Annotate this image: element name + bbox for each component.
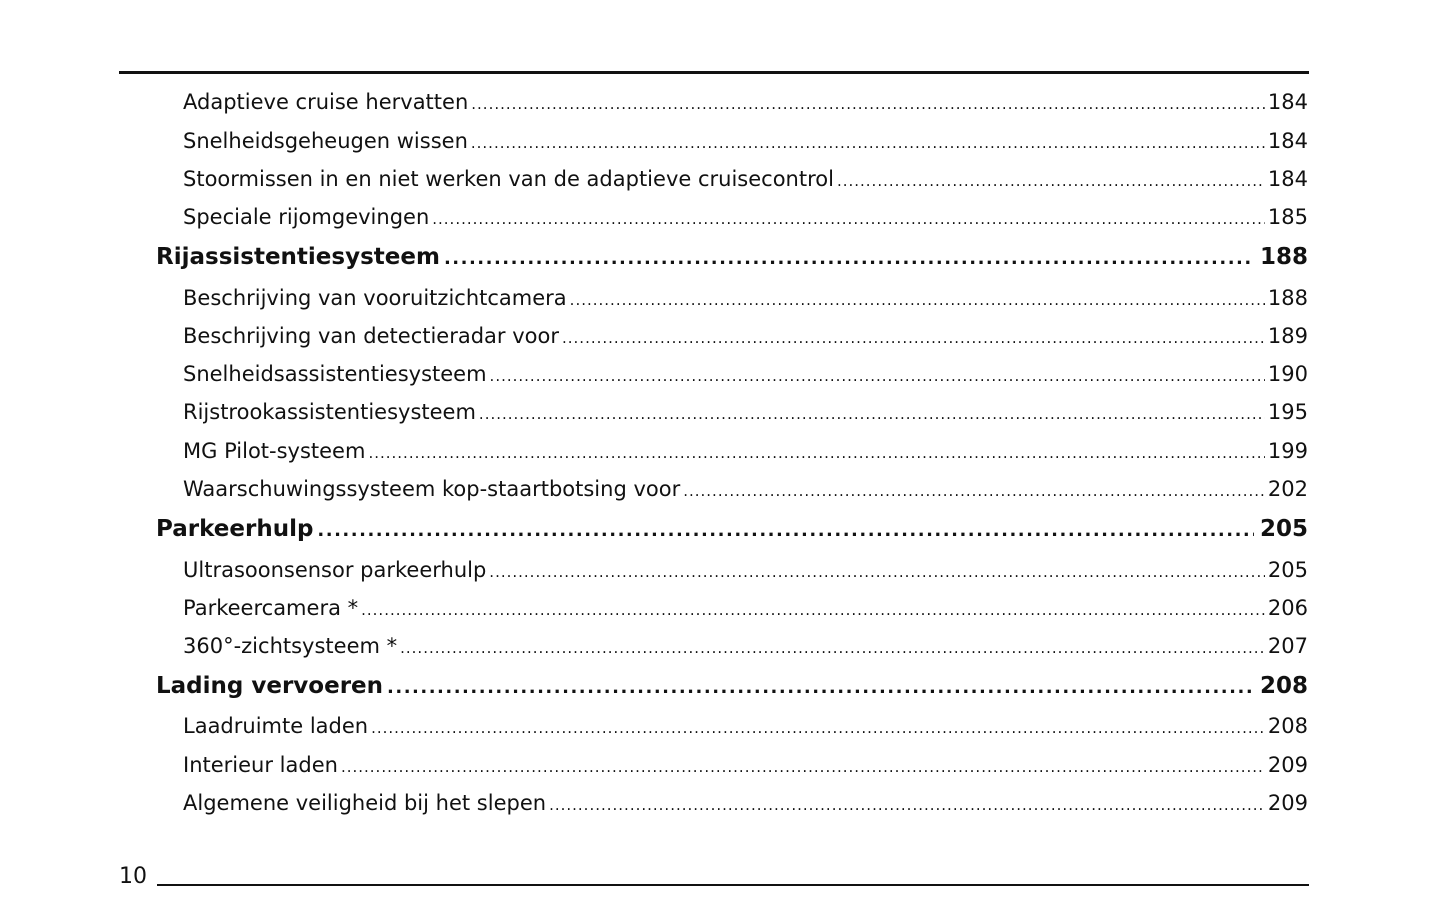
page-number: 10: [119, 864, 147, 889]
toc-section-title: Rijassistentiesysteem: [156, 244, 440, 270]
toc-entry[interactable]: [183, 205, 1308, 235]
toc-entry-page: 184: [1267, 167, 1308, 191]
toc-entry-page: 206: [1267, 596, 1308, 620]
bottom-rule: [157, 884, 1309, 886]
toc-entry-page: 190: [1267, 362, 1308, 386]
toc-entry[interactable]: [183, 596, 1308, 626]
toc-entry-page: 185: [1267, 205, 1308, 229]
toc-entry-title: Waarschuwingssysteem kop-staartbotsing voor: [183, 477, 681, 501]
toc-entry-title: Parkeercamera *: [183, 596, 359, 620]
toc-entry[interactable]: [183, 324, 1308, 354]
toc-entry-title: 360°-zichtsysteem *: [183, 634, 398, 658]
toc-entry[interactable]: [183, 791, 1308, 821]
toc-entry-title: Snelheidsgeheugen wissen: [183, 129, 468, 153]
toc-entry-page: 199: [1267, 439, 1308, 463]
toc-entry-title: Snelheidsassistentiesysteem: [183, 362, 487, 386]
toc-dot-leader: [570, 291, 1265, 309]
toc-entry[interactable]: [183, 167, 1308, 197]
toc-dot-leader: [471, 95, 1265, 113]
toc-entry-title: Ultrasoonsensor parkeerhulp: [183, 558, 487, 582]
toc-entry-page: 189: [1267, 324, 1308, 348]
toc-dot-leader: [549, 796, 1265, 814]
toc-entry[interactable]: [183, 90, 1308, 120]
toc-entry[interactable]: [183, 714, 1308, 744]
toc-dot-leader: [489, 563, 1265, 581]
toc-entry-page: 202: [1267, 477, 1308, 501]
toc-entry[interactable]: [183, 400, 1308, 430]
top-rule: [119, 71, 1309, 74]
toc-entry[interactable]: [183, 286, 1308, 316]
toc-entry[interactable]: [183, 753, 1308, 783]
toc-entry[interactable]: [183, 634, 1308, 664]
toc-dot-leader: [432, 210, 1265, 228]
toc-dot-leader: [444, 248, 1254, 269]
toc-entry-title: Beschrijving van vooruitzichtcamera: [183, 286, 567, 310]
toc-dot-leader: [490, 367, 1265, 385]
toc-entry-title: Stoormissen in en niet werken van de adaptieve cruisecontrol: [183, 167, 834, 191]
toc-section-entry[interactable]: [156, 673, 1308, 705]
toc-section-page: 208: [1259, 673, 1308, 699]
toc-entry-page: 209: [1267, 791, 1308, 815]
toc-entry-title: Laadruimte laden: [183, 714, 369, 738]
toc-dot-leader: [387, 677, 1254, 698]
toc-entry-title: Algemene veiligheid bij het slepen: [183, 791, 547, 815]
toc-entry-title: Interieur laden: [183, 753, 338, 777]
toc-dot-leader: [341, 758, 1265, 776]
toc-entry[interactable]: [183, 558, 1308, 588]
toc-section-page: 205: [1259, 516, 1308, 542]
toc-dot-leader: [371, 719, 1265, 737]
toc-entry-page: 207: [1267, 634, 1308, 658]
toc-entry-title: Beschrijving van detectieradar voor: [183, 324, 559, 348]
toc-section-page: 188: [1259, 244, 1308, 270]
toc-dot-leader: [361, 601, 1265, 619]
toc-entry[interactable]: [183, 129, 1308, 159]
toc-section-entry[interactable]: [156, 244, 1308, 276]
toc-entry-page: 195: [1267, 400, 1308, 424]
toc-entry[interactable]: [183, 477, 1308, 507]
toc-dot-leader: [317, 520, 1254, 541]
toc-entry-page: 184: [1267, 90, 1308, 114]
toc-dot-leader: [562, 329, 1265, 347]
toc-entry[interactable]: [183, 439, 1308, 469]
toc-entry-page: 188: [1267, 286, 1308, 310]
toc-dot-leader: [400, 639, 1265, 657]
toc-entry-page: 208: [1267, 714, 1308, 738]
toc-section-title: Lading vervoeren: [156, 673, 384, 699]
toc-entry-title: Rijstrookassistentiesysteem: [183, 400, 476, 424]
toc-section-title: Parkeerhulp: [156, 516, 314, 542]
toc-dot-leader: [479, 405, 1265, 423]
toc-section-entry[interactable]: [156, 516, 1308, 548]
toc-entry-title: Speciale rijomgevingen: [183, 205, 430, 229]
toc-dot-leader: [683, 482, 1265, 500]
toc-entry-title: Adaptieve cruise hervatten: [183, 90, 469, 114]
toc-entry-title: MG Pilot-systeem: [183, 439, 366, 463]
toc-entry[interactable]: [183, 362, 1308, 392]
toc-entry-page: 209: [1267, 753, 1308, 777]
toc-dot-leader: [368, 444, 1264, 462]
toc-entry-page: 184: [1267, 129, 1308, 153]
toc-dot-leader: [837, 172, 1265, 190]
toc-dot-leader: [471, 134, 1265, 152]
toc-entry-page: 205: [1267, 558, 1308, 582]
